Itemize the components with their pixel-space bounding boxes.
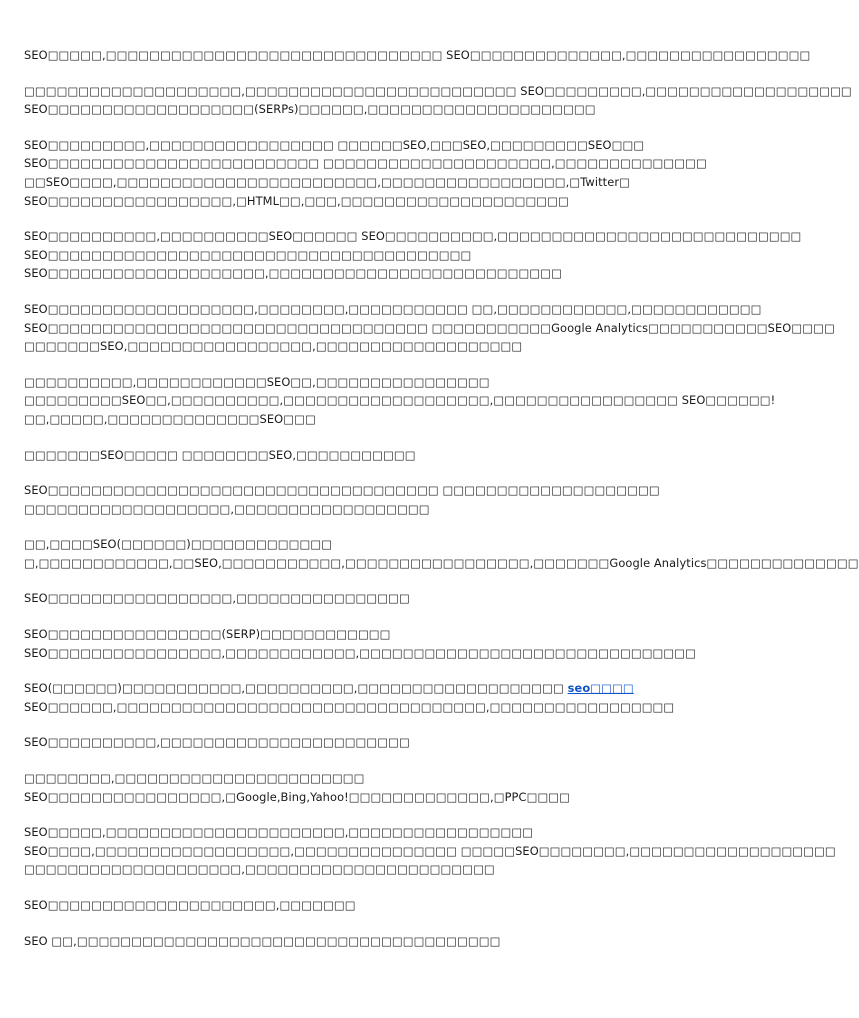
text-line: □□□□□□□□□□□□□□□□□□□□,□□□□□□□□□□□□□□□□□□□□□□□ — [24, 862, 495, 877]
text-line: □□SEO□□□□,□□□□□□□□□□□□□□□□□□□□□□□□,□□□□□□□□□□□□□□□□□,□Twitter□ — [24, 174, 630, 189]
paragraph — [24, 82, 852, 119]
text-line: SEO□□□□□□□□□□□□□□□□□□□□□□□□□□□□□□□□□□□□□□□ — [24, 247, 472, 262]
text-line: SEO□□□□□□□□□□,□□□□□□□□□□SEO□□□□□□ SEO□□□□□□□□□□,□□□□□□□□□□□□□□□□□□□□□□□□□□□□ — [24, 229, 802, 244]
paragraph — [24, 300, 835, 356]
paragraph — [24, 769, 700, 806]
text-line: SEO□□□□□□□□□□□□□□□□□□□□□□□□□ □□□□□□□□□□□□□□□□□□□□□,□□□□□□□□□□□□□□ — [24, 156, 707, 171]
text-line: SEO□□□□□□□□□□□□□□□□□,□HTML□□,□□□,□□□□□□□□□□□□□□□□□□□□□ — [24, 193, 569, 208]
paragraph — [24, 136, 707, 210]
text-line: SEO□□□□□□□□□□□□□□□□□□□□□□□□□□□□□□□□□□□□ □□□□□□□□□□□□□□□□□□□□ — [24, 483, 660, 498]
text-line — [24, 679, 700, 698]
paragraph — [24, 481, 700, 518]
text-line: SEO□□□□□□□□□□□□□□□□□□□□□,□□□□□□□ — [24, 898, 356, 912]
text-line: SEO□□□□□□□□□□□□□□□□□,□□□□□□□□□□□□□□□□ — [24, 591, 410, 606]
text-line: □□□□□□□□□□□□□□□□□□□□,□□□□□□□□□□□□□□□□□□□□□□□□□ SEO□□□□□□□□□,□□□□□□□□□□□□□□□□□□□ — [24, 83, 852, 98]
text-segment: SEO(□□□□□□)□□□□□□□□□□□,□□□□□□□□□□,□□□□□□□□□□□□□□□□□□□ — [24, 681, 568, 696]
paragraph — [24, 823, 836, 879]
text-line: □,□□□□□□□□□□□□,□□SEO,□□□□□□□□□□□,□□□□□□□□□□□□□□□□□,□□□□□□□Google Analytics□□□□□□□□□□□□□□ — [24, 555, 859, 570]
paragraph — [24, 589, 700, 608]
text-line: □□□□□□□□,□□□□□□□□□□□□□□□□□□□□□□□ — [24, 771, 365, 786]
text-line: SEO□□□□□,□□□□□□□□□□□□□□□□□□□□□□□□□□□□□□□ SEO□□□□□□□□□□□□□□,□□□□□□□□□□□□□□□□□ — [24, 48, 811, 62]
text-line: □□□□□□□□□□□□□□□□□□□,□□□□□□□□□□□□□□□□□□ — [24, 501, 430, 516]
seo-link[interactable]: seo□□□□ — [567, 681, 634, 696]
paragraph — [24, 679, 700, 716]
text-line: SEO□□□□□□□□□□□□□□□□(SERP)□□□□□□□□□□□□ — [24, 627, 391, 642]
paragraph — [24, 932, 700, 951]
text-line: SEO□□□□□□□□□□□□□□□□□□□□,□□□□□□□□□□□□□□□□□□□□□□□□□□□ — [24, 266, 562, 281]
paragraph — [24, 373, 776, 429]
text-line: SEO□□□□□□,□□□□□□□□□□□□□□□□□□□□□□□□□□□□□□□□□□,□□□□□□□□□□□□□□□□□ — [24, 699, 675, 714]
text-line: □□□□□□□SEO□□□□□ □□□□□□□□SEO,□□□□□□□□□□□ — [24, 447, 416, 462]
paragraph — [24, 625, 700, 662]
text-line: □□□□□□□SEO,□□□□□□□□□□□□□□□□□,□□□□□□□□□□□□□□□□□□□ — [24, 339, 523, 354]
text-line: SEO□□□□□□□□□□□□□□□□,□Google,Bing,Yahoo!□□□□□□□□□□□□□,□PPC□□□□ — [24, 789, 571, 804]
paragraph — [24, 446, 700, 465]
text-line: □□,□□□□□,□□□□□□□□□□□□□□SEO□□□ — [24, 411, 316, 426]
text-line: SEO□□□□□,□□□□□□□□□□□□□□□□□□□□□□,□□□□□□□□□□□□□□□□□ — [24, 825, 534, 840]
text-line: SEO□□□□□□□□□□□□□□□□□□□□□□□□□□□□□□□□□□□ □□□□□□□□□□□Google Analytics□□□□□□□□□□□SEO□□□□ — [24, 320, 835, 335]
text-line: SEO□□□□,□□□□□□□□□□□□□□□□□□,□□□□□□□□□□□□□□□ □□□□□SEO□□□□□□□□,□□□□□□□□□□□□□□□□□□□ — [24, 843, 836, 858]
text-line: SEO□□□□□□□□□□□□□□□□,□□□□□□□□□□□□,□□□□□□□□□□□□□□□□□□□□□□□□□□□□□□□ — [24, 645, 697, 660]
paragraph — [24, 535, 859, 572]
text-line: □□,□□□□SEO(□□□□□□)□□□□□□□□□□□□□ — [24, 537, 333, 552]
paragraph — [24, 46, 811, 65]
text-line: SEO□□□□□□□□□,□□□□□□□□□□□□□□□□□ □□□□□□SEO,□□□SEO,□□□□□□□□□SEO□□□ — [24, 137, 645, 152]
text-line: □□□□□□□□□SEO□□,□□□□□□□□□□,□□□□□□□□□□□□□□□□□□□,□□□□□□□□□□□□□□□□□ SEO□□□□□□! — [24, 393, 776, 408]
text-line: SEO□□□□□□□□□□,□□□□□□□□□□□□□□□□□□□□□□□ — [24, 735, 410, 750]
paragraph — [24, 733, 700, 752]
paragraph — [24, 896, 700, 915]
text-line: SEO□□□□□□□□□□□□□□□□□□□(SERPs)□□□□□□,□□□□□□□□□□□□□□□□□□□□□ — [24, 102, 596, 117]
text-line: SEO □□,□□□□□□□□□□□□□□□□□□□□□□□□□□□□□□□□□□□□□□□ — [24, 933, 501, 948]
paragraph — [24, 227, 802, 283]
text-line: □□□□□□□□□□,□□□□□□□□□□□□SEO□□,□□□□□□□□□□□□□□□□ — [24, 374, 490, 389]
text-line: SEO□□□□□□□□□□□□□□□□□□□,□□□□□□□□,□□□□□□□□□□□ □□,□□□□□□□□□□□□,□□□□□□□□□□□□ — [24, 301, 762, 316]
